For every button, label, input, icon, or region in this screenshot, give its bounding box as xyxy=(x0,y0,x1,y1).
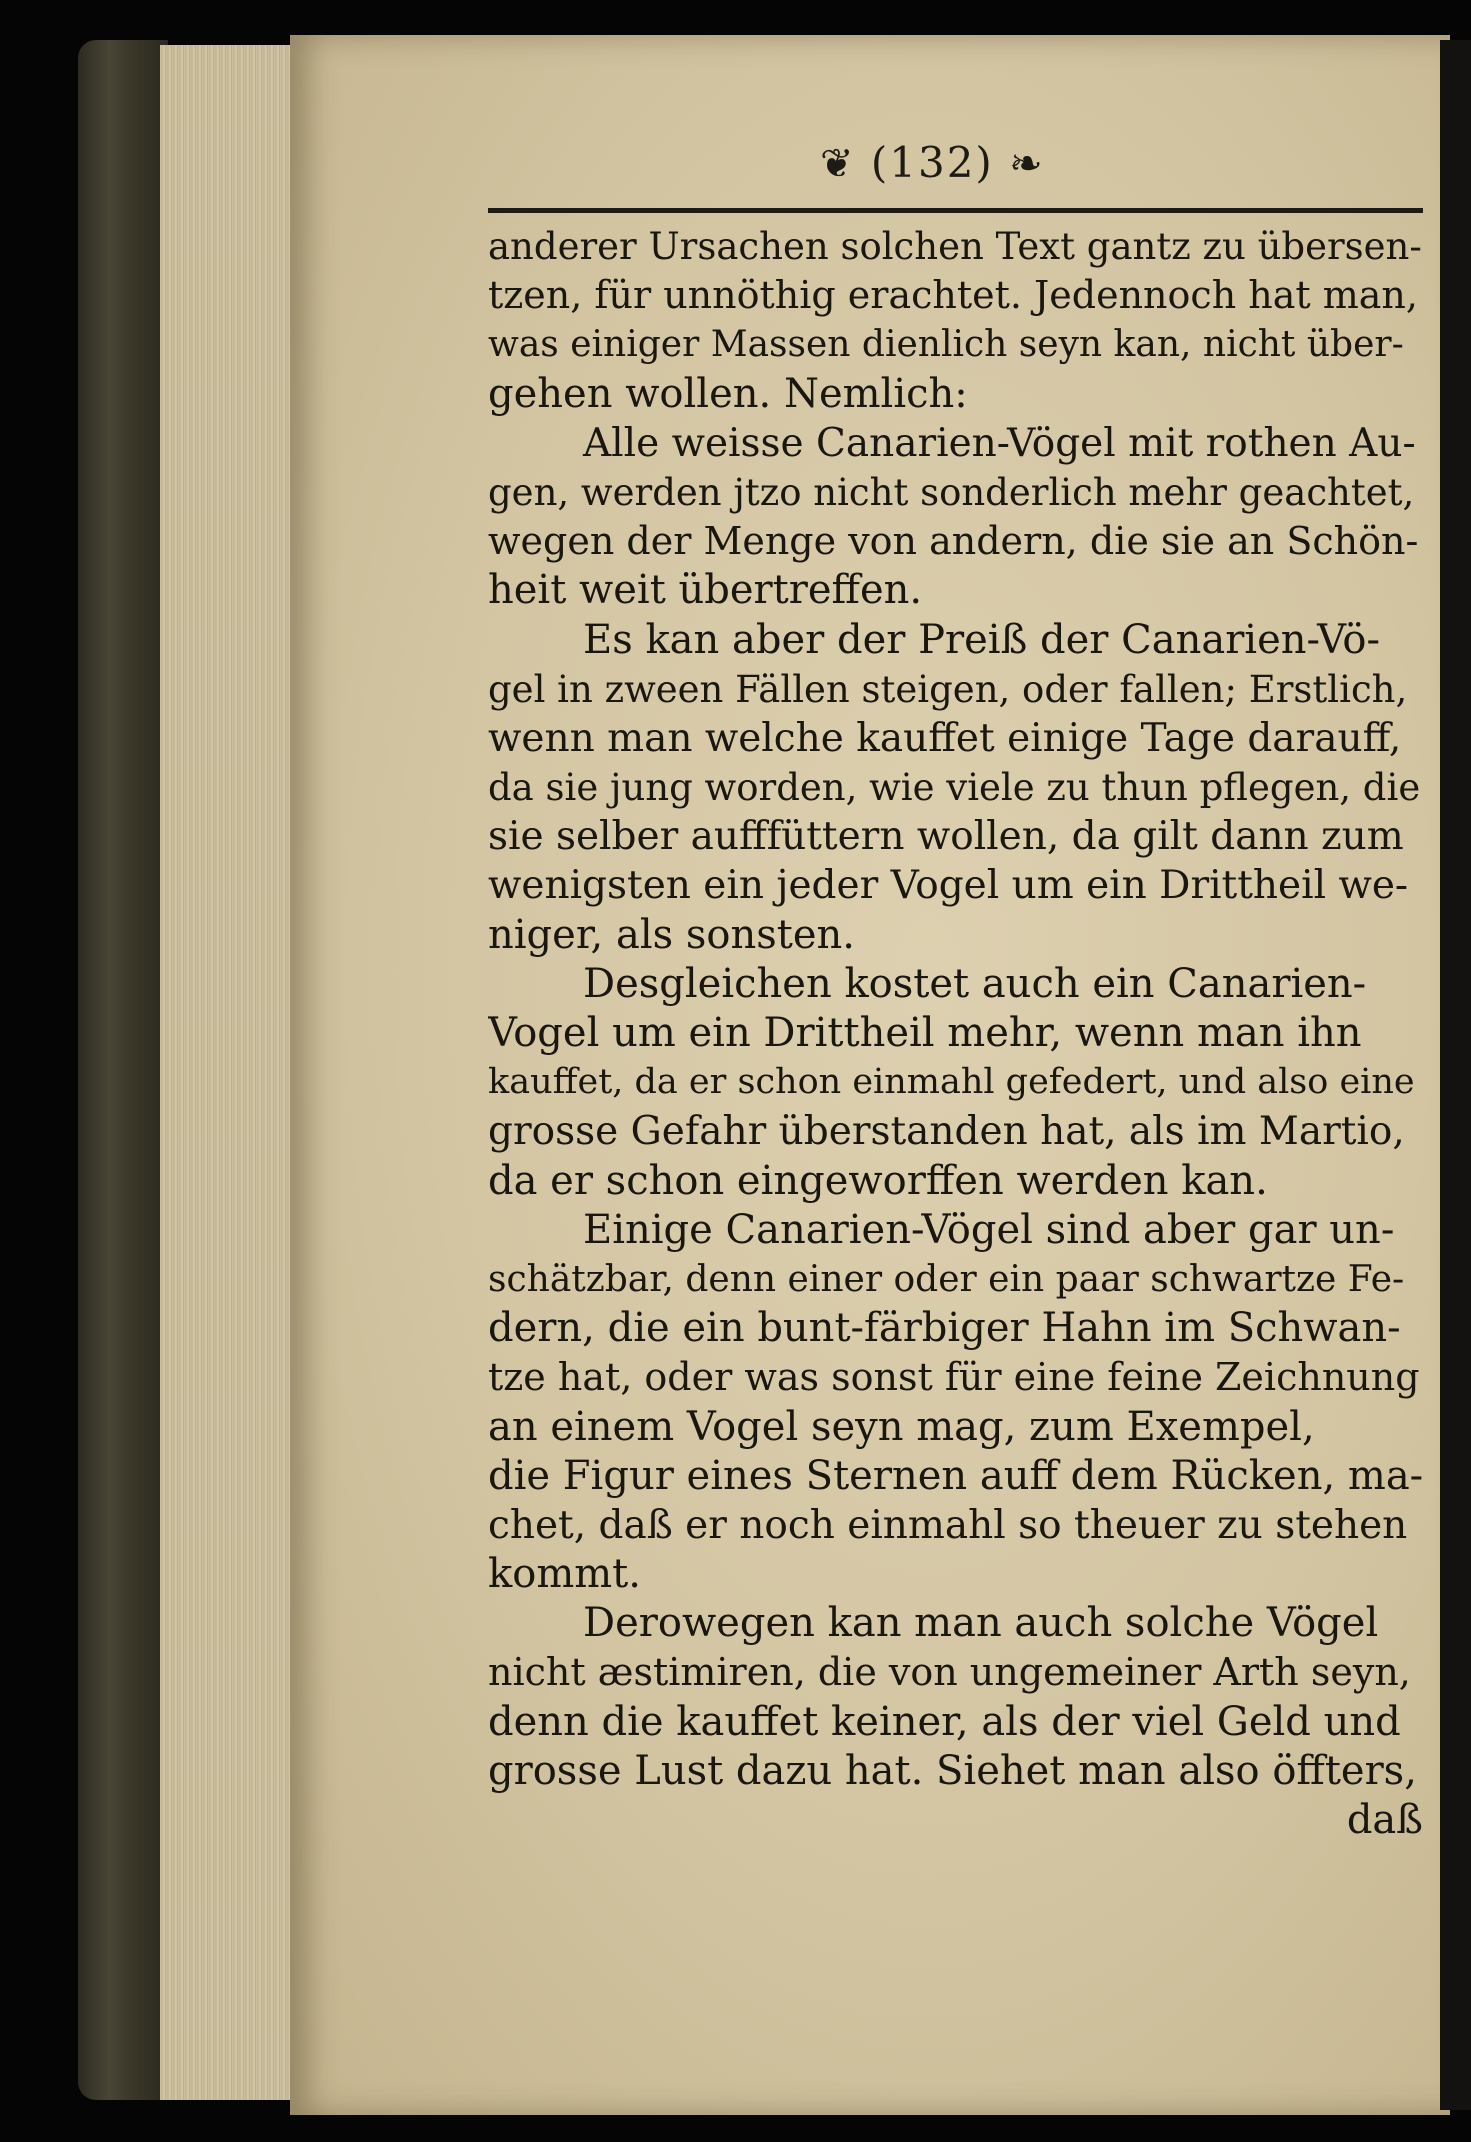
text-line: anderer Ursachen solchen Text gantz zu übersen- xyxy=(488,225,1422,268)
text-line: grosse Gefahr überstanden hat, als im Martio, xyxy=(488,1109,1405,1155)
text-line: Es kan aber der Preiß der Canarien-Vö- xyxy=(583,616,1380,663)
text-line: niger, als sonsten. xyxy=(488,911,855,958)
text-line: sie selber aufffüttern wollen, da gilt dann zum xyxy=(488,814,1404,860)
right-ornament-icon: ❧ xyxy=(1009,141,1045,187)
text-line: wenn man welche kauffet einige Tage darauff, xyxy=(488,715,1402,761)
left-ornament-icon: ❦ xyxy=(820,141,856,187)
text-line: kommt. xyxy=(488,1551,641,1598)
text-line: heit weit übertreffen. xyxy=(488,567,923,614)
page-edges xyxy=(160,45,310,2100)
text-line: Alle weisse Canarien-Vögel mit rothen Au- xyxy=(583,420,1416,466)
text-line: gel in zween Fällen steigen, oder fallen; Erstlich, xyxy=(488,667,1408,711)
text-line: Derowegen kan man auch solche Vögel xyxy=(583,1600,1379,1647)
text-line: kauffet, da er schon einmahl gefedert, und also eine xyxy=(488,1062,1415,1103)
text-line: gehen wollen. Nemlich: xyxy=(488,370,968,417)
text-line: da er schon eingeworffen werden kan. xyxy=(488,1157,1268,1204)
text-line: grosse Lust dazu hat. Siehet man also öffters, xyxy=(488,1747,1417,1794)
text-line: da sie jung worden, wie viele zu thun pflegen, die xyxy=(488,766,1421,810)
text-line: wegen der Menge von andern, die sie an Schön- xyxy=(488,519,1419,564)
text-line: Einige Canarien-Vögel sind aber gar un- xyxy=(583,1206,1395,1253)
text-line: tze hat, oder was sonst für eine feine Zeichnung xyxy=(488,1355,1420,1400)
text-line: Vogel um ein Drittheil mehr, wenn man ihn xyxy=(488,1010,1362,1056)
page-header xyxy=(820,138,1120,187)
text-line: dern, die ein bunt-färbiger Hahn im Schwan- xyxy=(488,1305,1401,1352)
text-line: chet, daß er noch einmahl so theuer zu stehen xyxy=(488,1502,1408,1548)
text-line: tzen, für unnöthig erachtet. Jedennoch hat man, xyxy=(488,273,1418,318)
text-line: denn die kauffet keiner, als der viel Geld und xyxy=(488,1698,1401,1745)
text-line: was einiger Massen dienlich seyn kan, nicht über- xyxy=(488,324,1404,366)
next-page-edge xyxy=(1440,40,1471,2110)
text-line: wenigsten ein jeder Vogel um ein Drittheil we- xyxy=(488,863,1409,909)
body-text xyxy=(488,222,1423,1845)
header-rule xyxy=(488,208,1423,213)
book-spine xyxy=(78,40,168,2100)
text-line: nicht æstimiren, die von ungemeiner Arth seyn, xyxy=(488,1650,1411,1695)
text-line: Desgleichen kostet auch ein Canarien- xyxy=(583,960,1367,1007)
page-number: (132) xyxy=(870,138,994,187)
catchword: daß xyxy=(1346,1797,1423,1843)
text-line: die Figur eines Sternen auff dem Rücken, ma- xyxy=(488,1452,1423,1499)
text-line: an einem Vogel seyn mag, zum Exempel, xyxy=(488,1403,1315,1450)
text-line: schätzbar, denn einer oder ein paar schwartze Fe- xyxy=(488,1258,1405,1300)
text-line: gen, werden jtzo nicht sonderlich mehr geachtet, xyxy=(488,470,1415,514)
